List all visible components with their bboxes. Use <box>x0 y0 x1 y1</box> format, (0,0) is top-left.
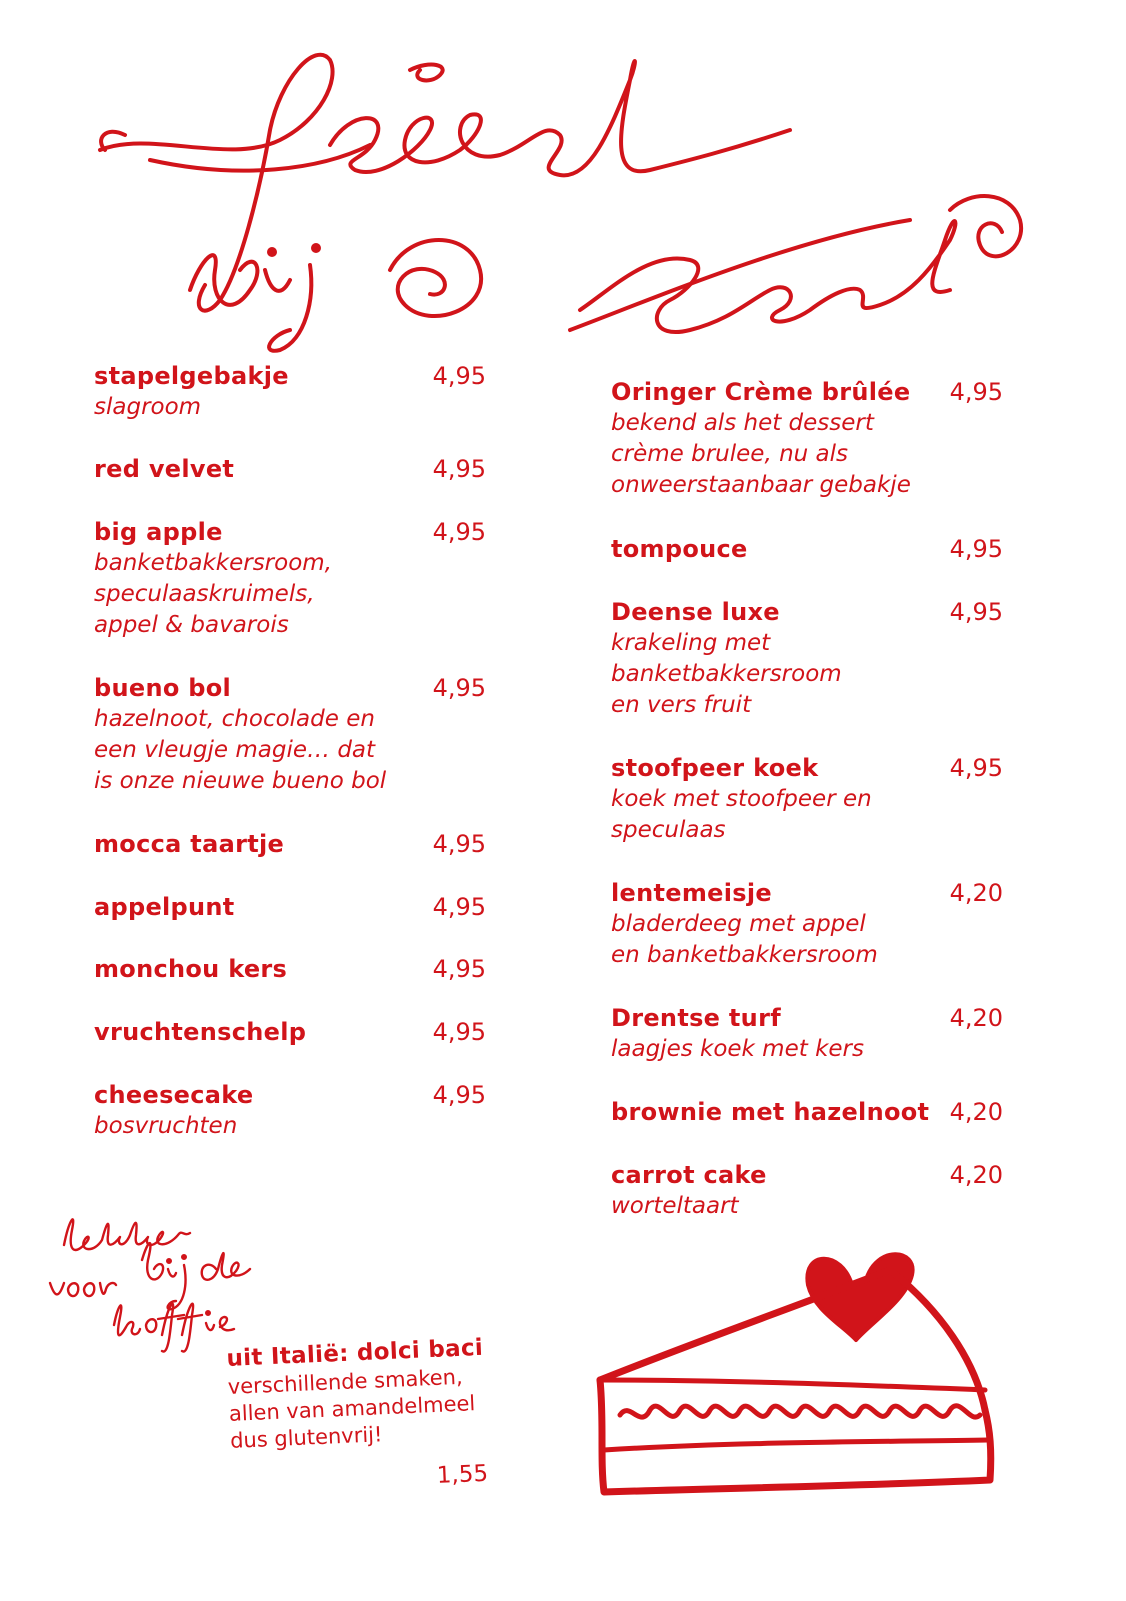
item-name: lentemeisje <box>611 879 772 907</box>
baci-description: dus glutenvrij! <box>229 1422 383 1453</box>
menu-item <box>94 362 486 423</box>
menu-item <box>611 378 1003 501</box>
menu-item <box>94 955 486 983</box>
item-price: 4,95 <box>432 1018 486 1046</box>
menu-item <box>611 879 1003 971</box>
item-name: Deense luxe <box>611 598 780 626</box>
item-price: 4,95 <box>949 598 1003 626</box>
item-description: worteltaart <box>611 1193 739 1219</box>
item-description: krakeling met <box>611 630 771 656</box>
menu-item <box>94 893 486 921</box>
menu-item <box>611 598 1003 721</box>
dolci-baci-block <box>226 1333 530 1489</box>
item-price: 4,20 <box>949 1004 1003 1032</box>
baci-price: 1,55 <box>436 1460 489 1489</box>
item-price: 4,95 <box>432 1081 486 1109</box>
item-price: 4,95 <box>949 378 1003 406</box>
item-price: 4,95 <box>949 535 1003 563</box>
item-name: cheesecake <box>94 1081 254 1109</box>
baci-description: verschillende smaken, <box>227 1364 464 1399</box>
item-price: 4,20 <box>949 879 1003 907</box>
item-description: is onze nieuwe bueno bol <box>94 768 387 794</box>
menu-item <box>94 830 486 858</box>
item-name: red velvet <box>94 455 235 483</box>
item-description: een vleugje magie… dat <box>94 737 376 763</box>
item-description: onweerstaanbaar gebakje <box>611 472 911 498</box>
item-name: carrot cake <box>611 1161 767 1189</box>
item-description: banketbakkersroom, <box>94 550 332 576</box>
item-price: 4,95 <box>432 955 486 983</box>
item-price: 4,95 <box>432 455 486 483</box>
item-name: brownie met hazelnoot <box>611 1098 930 1126</box>
item-description: bladerdeeg met appel <box>611 911 866 937</box>
baci-title: uit Italië: dolci baci <box>226 1334 484 1372</box>
menu-item <box>94 455 486 483</box>
menu-item <box>611 1098 1003 1126</box>
title-lettering <box>90 40 1040 370</box>
item-price: 4,95 <box>432 674 486 702</box>
item-description: crème brulee, nu als <box>611 441 848 467</box>
menu-item <box>611 1161 1003 1222</box>
item-description: en banketbakkersroom <box>611 942 878 968</box>
item-price: 4,20 <box>949 1098 1003 1126</box>
item-description: hazelnoot, chocolade en <box>94 706 375 732</box>
menu-item <box>94 1018 486 1046</box>
item-name: Oringer Crème brûlée <box>611 378 911 406</box>
item-name: Drentse turf <box>611 1004 781 1032</box>
menu-item <box>611 754 1003 846</box>
item-price: 4,95 <box>432 830 486 858</box>
item-description: speculaaskruimels, <box>94 581 315 607</box>
menu-item <box>611 535 1003 563</box>
item-description: speculaas <box>611 817 726 843</box>
item-name: big apple <box>94 518 223 546</box>
item-description: appel & bavarois <box>94 612 289 638</box>
baci-description: allen van amandelmeel <box>228 1391 476 1426</box>
menu-item <box>611 1004 1003 1065</box>
item-name: tompouce <box>611 535 748 563</box>
item-price: 4,95 <box>949 754 1003 782</box>
item-description: en vers fruit <box>611 692 752 718</box>
item-description: bosvruchten <box>94 1113 238 1139</box>
item-name: mocca taartje <box>94 830 285 858</box>
item-name: monchou kers <box>94 955 288 983</box>
handwritten-note <box>44 1205 274 1355</box>
item-name: stoofpeer koek <box>611 754 819 782</box>
item-price: 4,95 <box>432 362 486 390</box>
item-name: appelpunt <box>94 893 235 921</box>
item-name: bueno bol <box>94 674 232 702</box>
item-description: bekend als het dessert <box>611 410 874 436</box>
cake-slice-icon <box>580 1230 1000 1510</box>
item-description: laagjes koek met kers <box>611 1036 864 1062</box>
item-price: 4,95 <box>432 518 486 546</box>
item-description: koek met stoofpeer en <box>611 786 872 812</box>
item-description: banketbakkersroom <box>611 661 842 687</box>
item-name: stapelgebakje <box>94 362 289 390</box>
menu-item <box>94 1081 486 1142</box>
item-price: 4,95 <box>432 893 486 921</box>
menu-item <box>94 518 486 641</box>
item-name: vruchtenschelp <box>94 1018 307 1046</box>
menu-item <box>94 674 486 797</box>
item-description: slagroom <box>94 394 202 420</box>
item-price: 4,20 <box>949 1161 1003 1189</box>
